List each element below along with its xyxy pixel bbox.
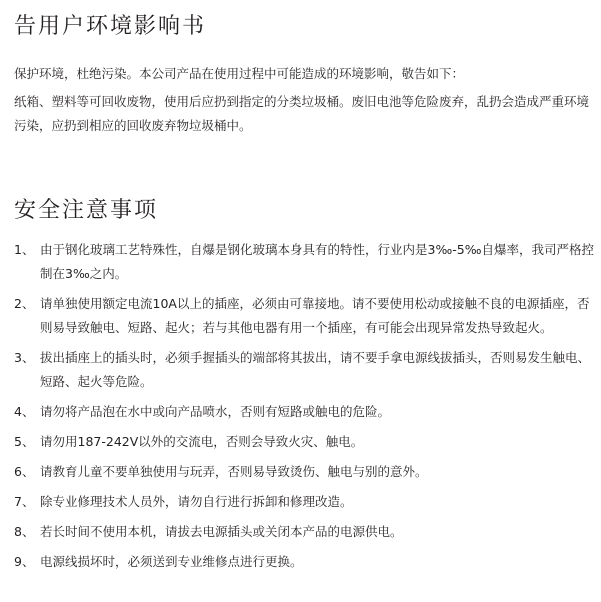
item-number: 8、 bbox=[14, 524, 35, 539]
list-item bbox=[14, 550, 594, 574]
list-item bbox=[14, 346, 594, 394]
item-number: 9、 bbox=[14, 554, 35, 569]
item-text: 电源线损坏时，必须送到专业维修点进行更换。 bbox=[40, 554, 303, 569]
item-text: 请勿将产品泡在水中或向产品喷水，否则有短路或触电的危险。 bbox=[40, 404, 391, 419]
item-text: 请单独使用额定电流10A以上的插座，必须由可靠接地。请不要使用松动或接触不良的电源插座，否则易导致触电、短路、起火；若与其他电器有用一个插座，有可能会出现异常发热导致起火。 bbox=[40, 296, 590, 335]
item-number: 4、 bbox=[14, 404, 35, 419]
item-number: 1、 bbox=[14, 242, 35, 257]
list-item bbox=[14, 292, 594, 340]
environment-notice-title: 告用户环境影响书 bbox=[14, 14, 207, 39]
list-item bbox=[14, 460, 594, 484]
environment-body-paragraph: 纸箱、塑料等可回收废物，使用后应扔到指定的分类垃圾桶。废旧电池等危险废弃，乱扔会造成严重环境污染，应扔到相应的回收废弃物垃圾桶中。 bbox=[14, 94, 590, 133]
environment-intro-paragraph: 保护环境，杜绝污染。本公司产品在使用过程中可能造成的环境影响，敬告如下： bbox=[14, 66, 465, 81]
list-item bbox=[14, 430, 594, 454]
item-number: 3、 bbox=[14, 350, 35, 365]
list-item bbox=[14, 238, 594, 286]
list-item bbox=[14, 520, 594, 544]
list-item bbox=[14, 400, 594, 424]
safety-notice-title: 安全注意事项 bbox=[14, 198, 159, 223]
list-item bbox=[14, 490, 594, 514]
item-text: 若长时间不使用本机，请拔去电源插头或关闭本产品的电源供电。 bbox=[40, 524, 403, 539]
item-number: 6、 bbox=[14, 464, 35, 479]
item-text: 请勿用187-242V以外的交流电，否则会导致火灾、触电。 bbox=[40, 434, 364, 449]
item-text: 由于钢化玻璃工艺特殊性，自爆是钢化玻璃本身具有的特性，行业内是3‰-5‰自爆率，我司严格控制在3‰之内。 bbox=[40, 242, 594, 281]
safety-list bbox=[14, 238, 594, 574]
item-number: 7、 bbox=[14, 494, 35, 509]
item-number: 5、 bbox=[14, 434, 35, 449]
item-number: 2、 bbox=[14, 296, 35, 311]
item-text: 除专业修理技术人员外，请勿自行进行拆卸和修理改造。 bbox=[40, 494, 353, 509]
item-text: 拔出插座上的插头时，必须手握插头的端部将其拔出，请不要手拿电源线拔插头，否则易发生触电、短路、起火等危险。 bbox=[40, 350, 591, 389]
item-text: 请教育儿童不要单独使用与玩弄，否则易导致烫伤、触电与别的意外。 bbox=[40, 464, 428, 479]
